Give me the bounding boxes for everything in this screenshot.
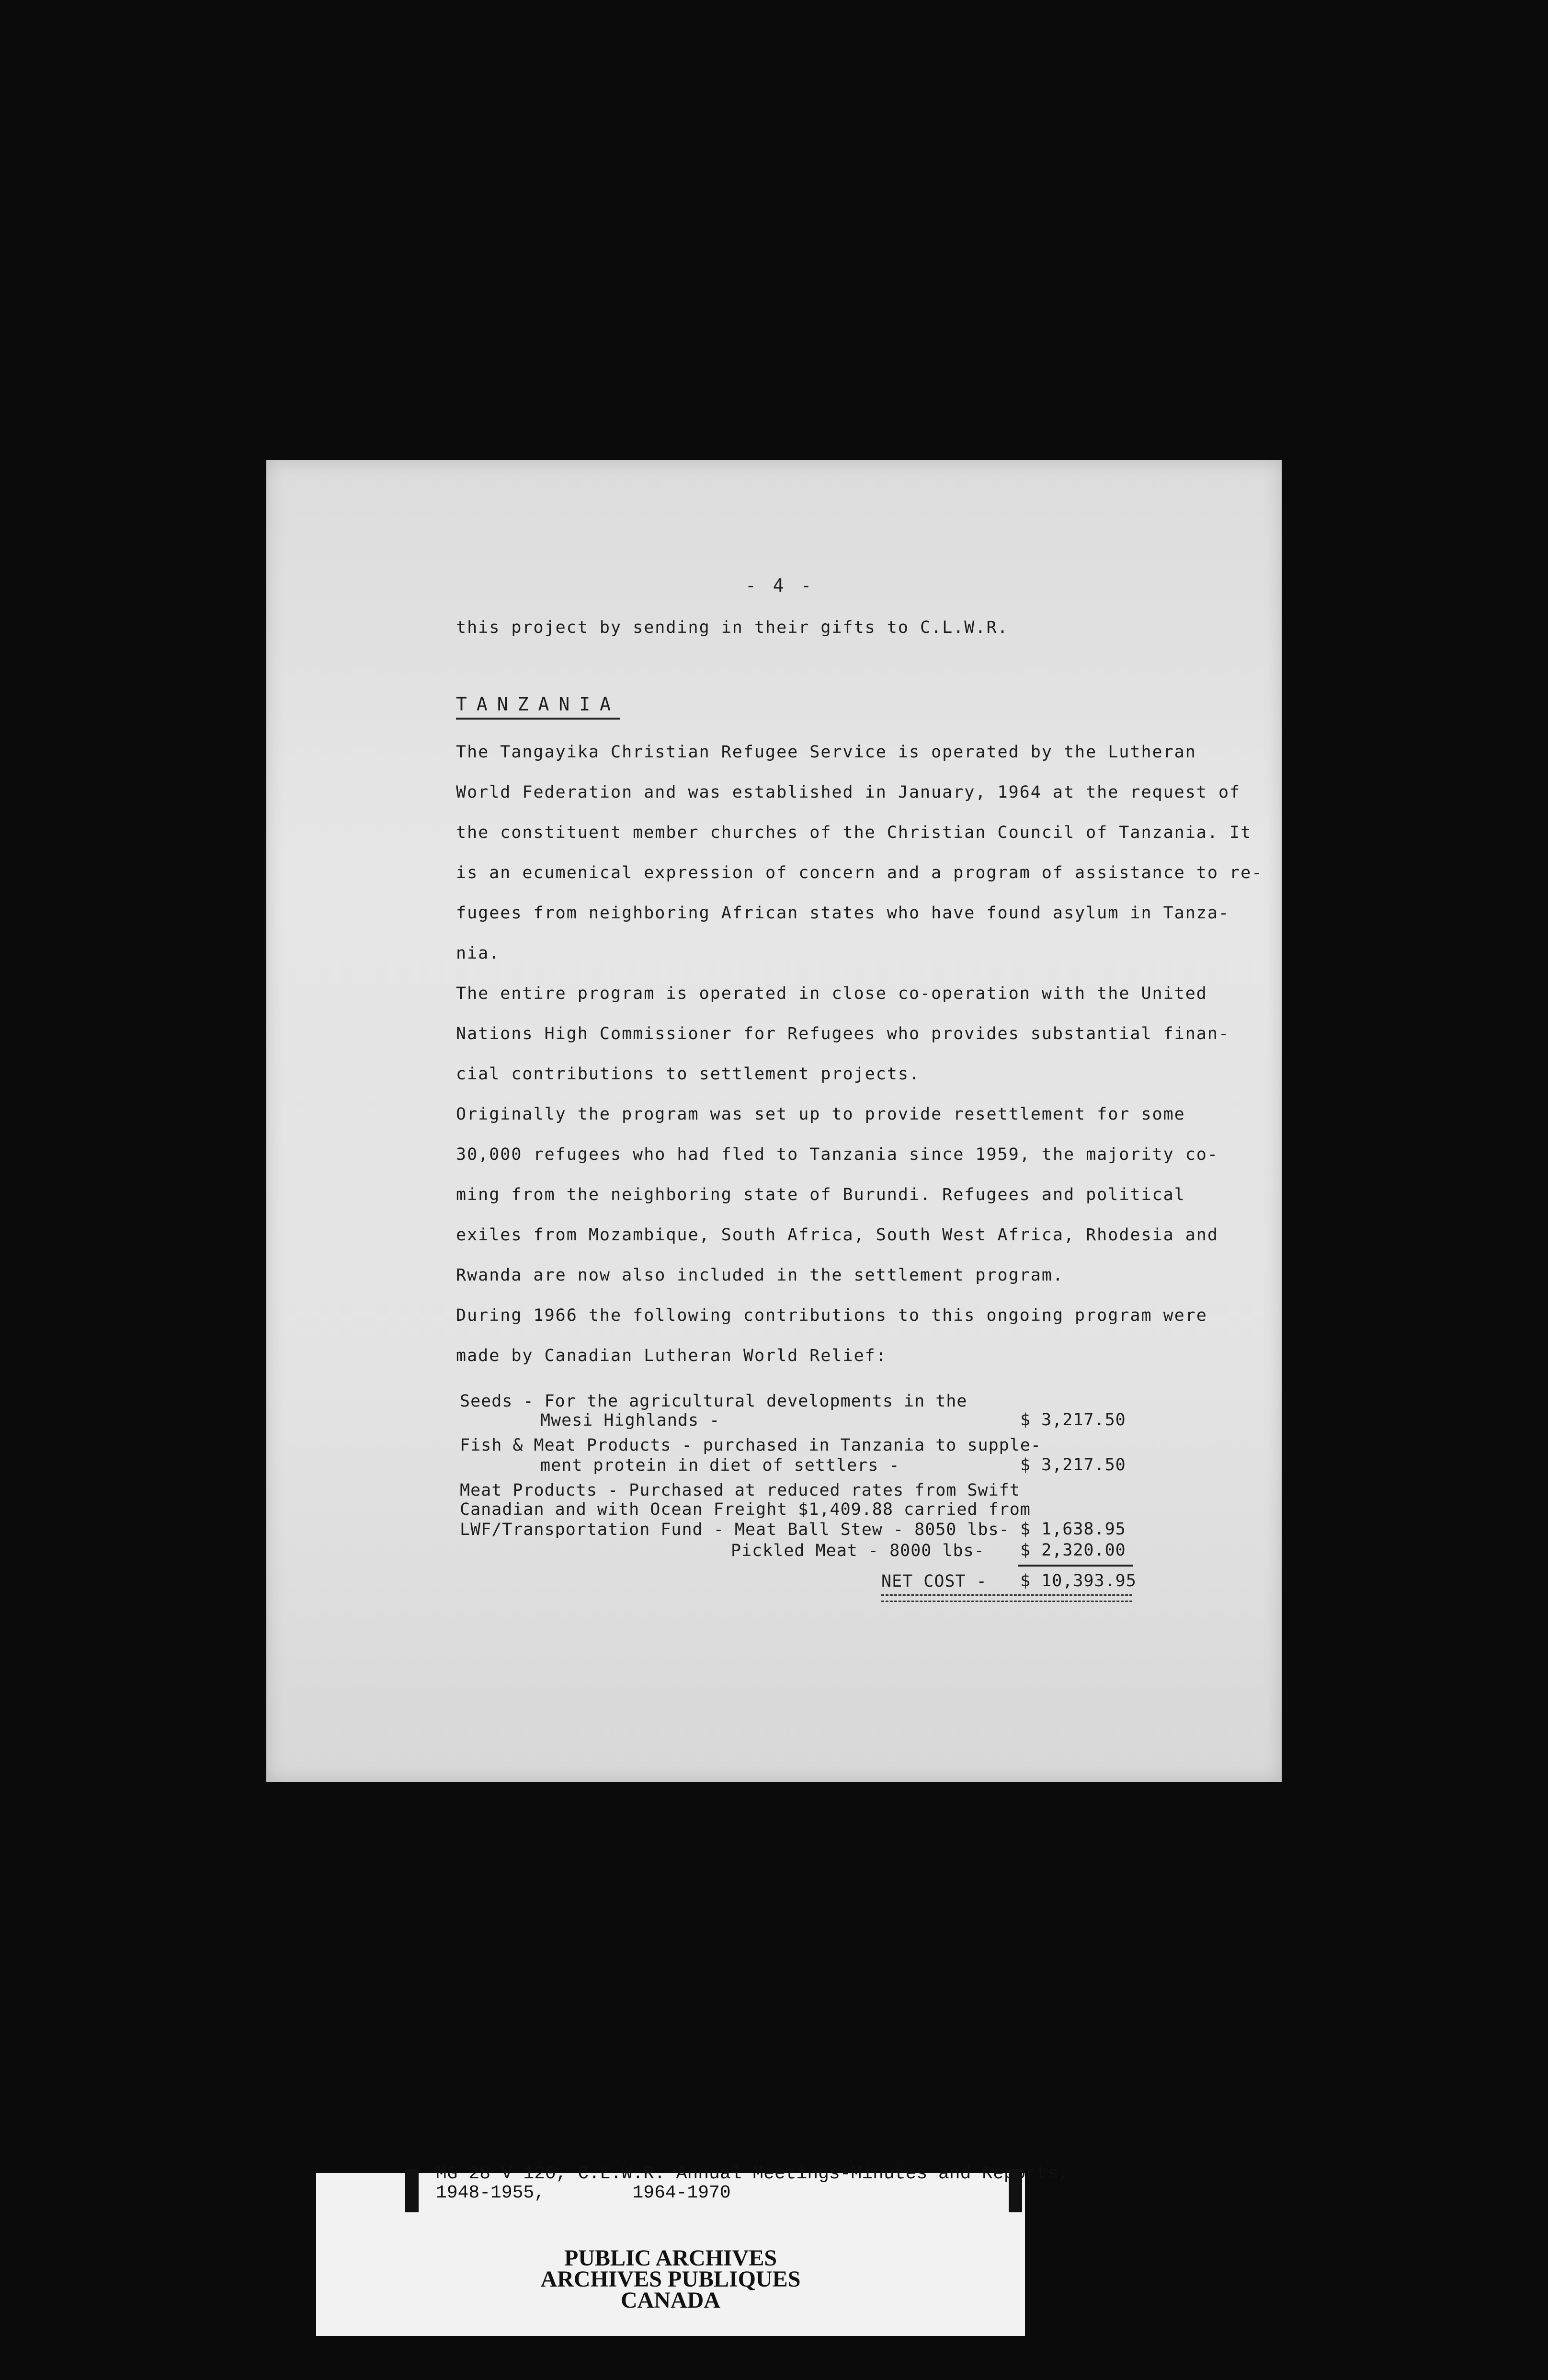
- paragraph-line: The Tangayika Christian Refugee Service is operated by the Lutheran: [456, 743, 1196, 762]
- fish-line: Fish & Meat Products - purchased in Tanzania to supple-: [460, 1436, 1041, 1455]
- paragraph-line: Originally the program was set up to provide resettlement for some: [456, 1105, 1185, 1124]
- net-cost-amount: $ 10,393.95: [1020, 1571, 1137, 1590]
- paragraph-line: 30,000 refugees who had fled to Tanzania since 1959, the majority co-: [456, 1145, 1218, 1164]
- reference-line-1: MG 28 V 120, C.L.W.R. Annual Meetings-Minutes and Reports,: [436, 2163, 1070, 2184]
- paragraph-line: World Federation and was established in January, 1964 at the request of: [456, 783, 1241, 802]
- paragraph-line: ming from the neighboring state of Burundi. Refugees and political: [456, 1185, 1185, 1204]
- archive-reference: [436, 2164, 1070, 2203]
- fish-amount: $ 3,217.50: [1020, 1455, 1126, 1475]
- label-tab-left: [405, 2169, 419, 2212]
- archive-name-fr: ARCHIVES PUBLIQUES: [540, 2266, 801, 2292]
- page-number: - 4 -: [745, 575, 815, 596]
- pickled-amount: $ 2,320.00: [1020, 1541, 1126, 1560]
- sum-rule: [1018, 1565, 1133, 1567]
- total-double-rule: [881, 1594, 1132, 1602]
- paragraph-line: is an ecumenical expression of concern and a program of assistance to re-: [456, 863, 1263, 882]
- archive-name-en: PUBLIC ARCHIVES: [564, 2245, 777, 2271]
- seeds-line-cont: Mwesi Highlands -: [540, 1411, 720, 1430]
- paragraph-line: nia.: [456, 944, 501, 963]
- meat-line-3: LWF/Transportation Fund - Meat Ball Stew - 8050 lbs-: [460, 1520, 1010, 1539]
- seeds-line: Seeds - For the agricultural developments in the: [460, 1392, 968, 1411]
- fish-line-cont: ment protein in diet of settlers -: [540, 1456, 900, 1475]
- net-cost-label: NET COST -: [881, 1572, 987, 1591]
- paragraph-line: the constituent member churches of the Christian Council of Tanzania. It: [456, 823, 1252, 842]
- paragraph-line: Nations High Commissioner for Refugees who provides substantial finan-: [456, 1024, 1230, 1043]
- meat-line: Meat Products - Purchased at reduced rates from Swift: [460, 1481, 1020, 1500]
- paragraph-line: Rwanda are now also included in the settlement program.: [456, 1266, 1064, 1285]
- section-heading: TANZANIA: [456, 694, 620, 720]
- document-page: [266, 460, 1282, 1782]
- archive-country: CANADA: [621, 2288, 720, 2313]
- meat-line-2: Canadian and with Ocean Freight $1,409.88 carried from: [460, 1500, 1031, 1519]
- paragraph-line: The entire program is operated in close co-operation with the United: [456, 984, 1207, 1003]
- paragraph-line: fugees from neighboring African states who have found asylum in Tanza-: [456, 904, 1230, 923]
- reference-line-2: 1948-1955, 1964-1970: [436, 2183, 731, 2203]
- intro-line: this project by sending in their gifts to C.L.W.R.: [456, 618, 1009, 637]
- meatball-amount: $ 1,638.95: [1020, 1520, 1126, 1539]
- seeds-amount: $ 3,217.50: [1020, 1410, 1126, 1430]
- meat-line-4: Pickled Meat - 8000 lbs-: [731, 1541, 985, 1560]
- paragraph-line: cial contributions to settlement projects.: [456, 1064, 921, 1084]
- paragraph-line: During 1966 the following contributions to this ongoing program were: [456, 1306, 1207, 1325]
- paragraph-line: made by Canadian Lutheran World Relief:: [456, 1346, 887, 1365]
- paragraph-line: exiles from Mozambique, South Africa, South West Africa, Rhodesia and: [456, 1225, 1218, 1245]
